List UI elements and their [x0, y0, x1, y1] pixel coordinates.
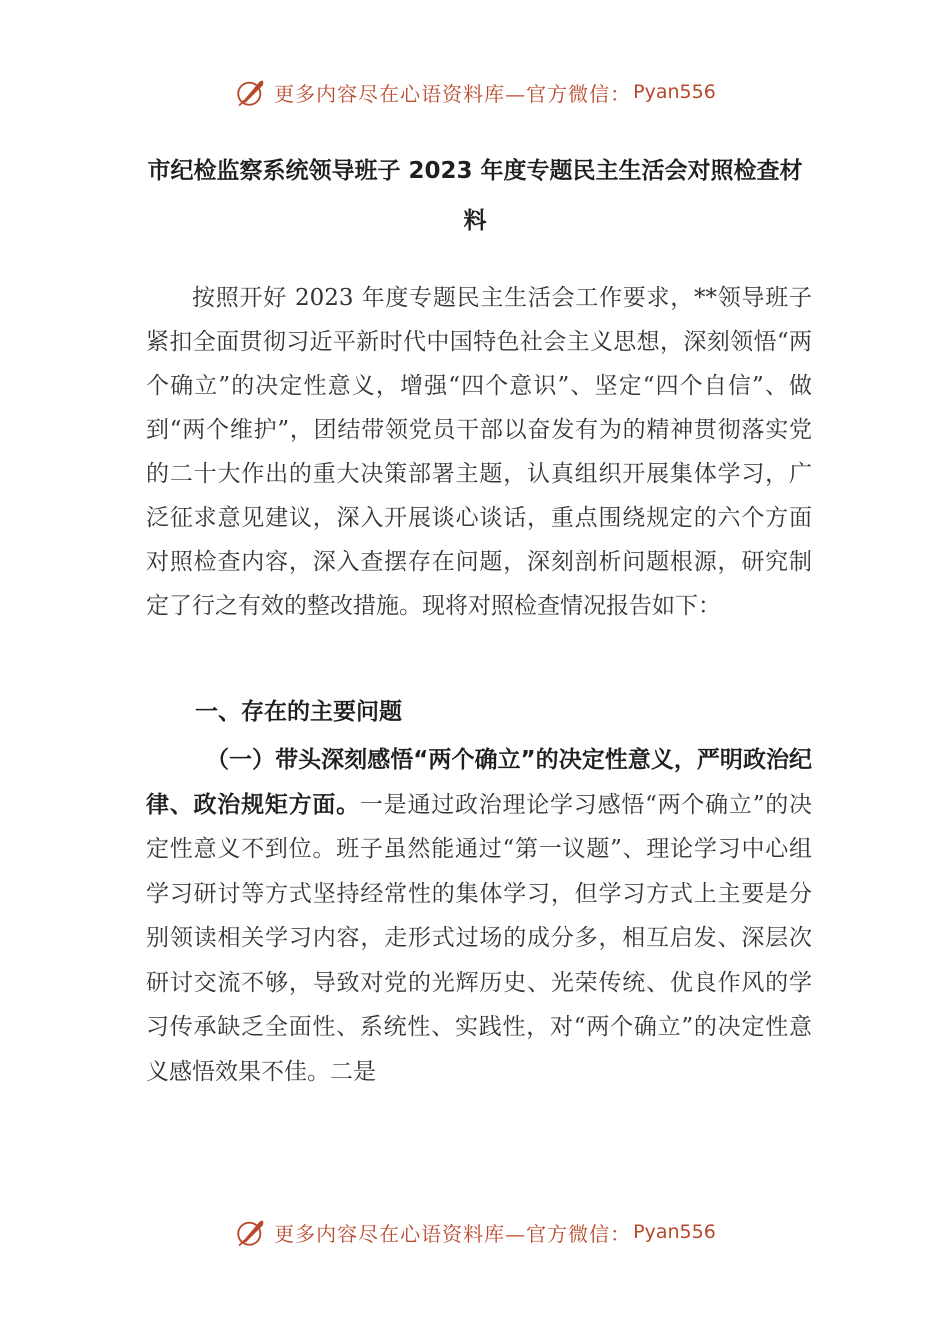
footer-watermark-banner [0, 1212, 950, 1252]
intro-paragraph: 按照开好 2023 年度专题民主生活会工作要求，**领导班子紧扣全面贯彻习近平新时代中国特色社会主义思想，深刻领悟“两个确立”的决定性意义，增强“四个意识”、坚定“四个自信”、做到“两个维护”，团结带领党员干部以奋发有为的精神贯彻落实党的二十大作出的重大决策部署主题，认真组织开展集体学习，广泛征求意见建议，深入开展谈心谈话，重点围绕规定的六个方面对照检查内容，深入查摆存在问题，深刻剖析问题根源，研究制定了行之有效的整改措施。现将对照检查情况报告如下： [146, 285, 812, 619]
subsection-body: 一是通过政治理论学习感悟“两个确立”的决定性意义不到位。班子虽然能通过“第一议题”、理论学习中心组学习研讨等方式坚持经常性的集体学习，但学习方式上主要是分别领读相关学习内容，走形式过场的成分多，相互启发、深层次研讨交流不够，导致对党的光辉历史、光荣传统、优良作风的学习传承缺乏全面性、系统性、实践性，对“两个确立”的决定性意义感悟效果不佳。二是 [146, 791, 812, 1085]
section-heading: 一、存在的主要问题 [195, 699, 402, 725]
banner-contact: Pyan556 [633, 81, 716, 103]
banner-text: 更多内容尽在心语资料库—官方微信： [274, 81, 632, 106]
subsection-paragraph [146, 738, 812, 1094]
banner-contact: Pyan556 [633, 1221, 716, 1243]
subsection-lead: （一）带头深刻感悟“两个确立”的决定性意义，严明政治纪律、政治规矩方面。 [146, 747, 812, 818]
quill-logo-icon [234, 75, 268, 109]
banner-text: 更多内容尽在心语资料库—官方微信： [274, 1221, 632, 1246]
quill-logo-icon [234, 1215, 268, 1249]
header-watermark-banner [0, 72, 950, 112]
document-title: 市纪检监察系统领导班子 2023 年度专题民主生活会对照检查材料 [147, 158, 803, 234]
